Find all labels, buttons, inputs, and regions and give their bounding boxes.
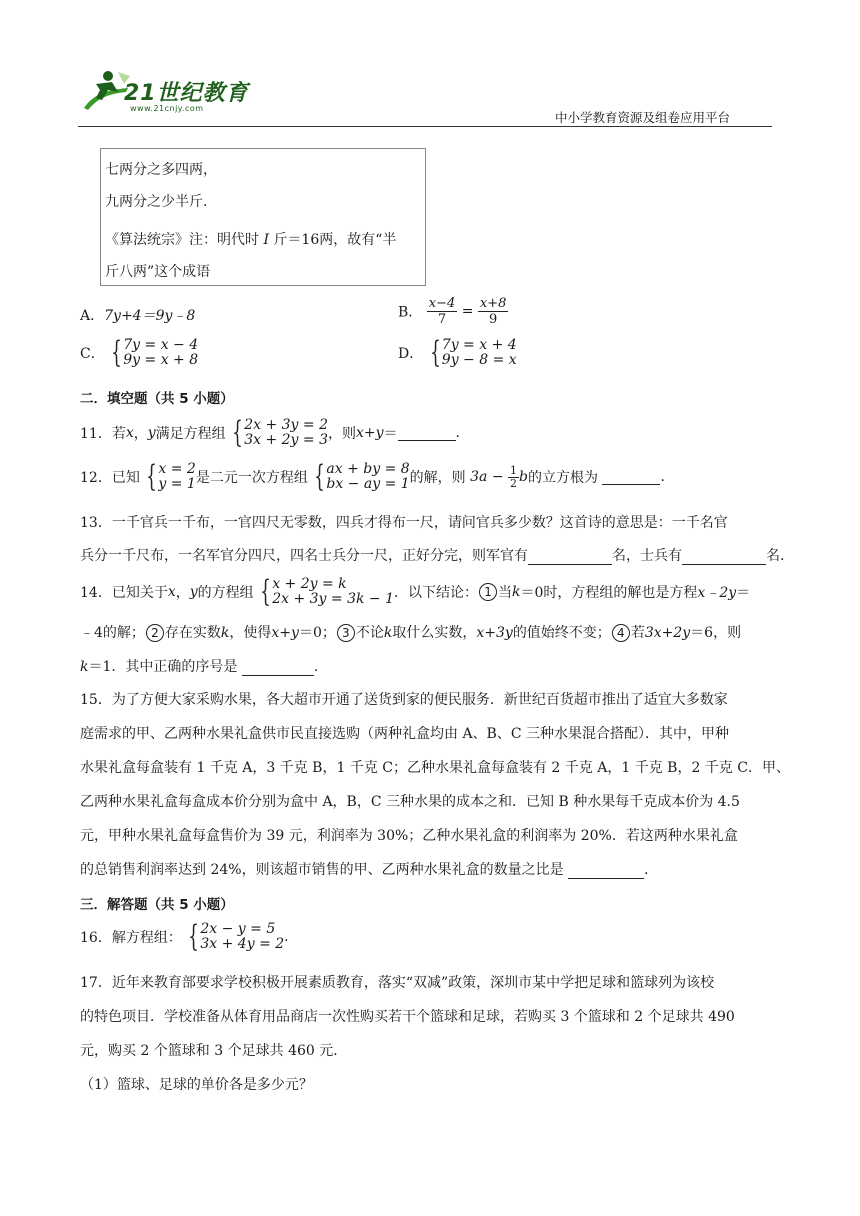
q14-text-e: 的方程组: [197, 585, 254, 601]
q11-text-a: 11．若: [80, 426, 126, 442]
option-d-line-2: 9y − 8 = x: [441, 352, 517, 368]
poem-line-3: [105, 229, 396, 249]
question-17-sub-1: （1）篮球、足球的单价各是多少元？: [80, 1077, 313, 1093]
poem-line-4: 斤八两”这个成语: [105, 264, 211, 280]
question-15-line-2: 庭需求的甲、乙两种水果礼盒供市民直接选购（两种礼盒均由 A、B、C 三种水果混合搭配）．其中，甲种: [80, 726, 730, 742]
q16-eq-1: 2x − y = 5: [200, 921, 276, 937]
q11-expr: x+y: [356, 425, 384, 441]
q15-l6-a: 的总销售利润率达到 24%，则该超市销售的甲、乙两种水果礼盒的数量之比是: [80, 862, 564, 878]
question-17-line-2: 的特色项目．学校准备从体育用品商店一次性购买若干个篮球和足球，若购买 3 个篮球和 2 个足球共 490: [80, 1009, 735, 1025]
q11-eq-2: 3x + 2y = 3: [244, 432, 328, 448]
q11-text-f: ，则: [328, 426, 356, 442]
q12-frac: [508, 465, 519, 490]
option-a-label: A．: [80, 308, 105, 324]
q12-answer-blank[interactable]: [602, 470, 660, 485]
poem-line-2: 九两分之少半斤.: [105, 194, 208, 210]
q12-expr-b: b: [519, 469, 528, 485]
brace-icon: {: [260, 574, 271, 609]
q12-text-g: 的立方根为: [527, 470, 598, 486]
logo: [78, 70, 258, 116]
question-15-line-4: 乙两种水果礼盒每盒成本价分别为盒中 A，B，C 三种水果的成本之和．已知 B 种水果每千克成本价为 4.5: [80, 794, 740, 810]
q13-text-a: 兵分一千尺布，一名军官分四尺，四名士兵分一尺，正好分完，则军官有: [80, 548, 528, 564]
q13-soldier-blank[interactable]: [682, 550, 766, 565]
q12-equation-system: [312, 459, 410, 494]
q14-l3-b: ＝1．其中正确的序号是: [88, 659, 238, 675]
question-12: [80, 459, 665, 494]
q14-l2-e: x+y: [271, 625, 299, 641]
option-b-num-2: x+8: [479, 296, 507, 311]
q14-eq-2: 2x + 3y = 3k − 1: [272, 591, 395, 607]
q14-answer-blank[interactable]: [242, 661, 314, 676]
q14-l2-b: 存在实数: [164, 625, 221, 641]
q14-l2-i: 取什么实数，: [392, 625, 477, 641]
q14-system: [258, 574, 395, 609]
question-17-line-3: 元，购买 2 个篮球和 3 个足球共 460 元．: [80, 1043, 348, 1059]
circled-2-icon: 2: [146, 624, 164, 642]
q14-l2-f: ＝0；: [298, 625, 336, 641]
q12-eq-2: bx − ay = 1: [326, 476, 410, 492]
q14-text-c: ，: [175, 585, 190, 601]
q11-answer-blank[interactable]: [398, 426, 456, 441]
q12-text-c: 的解，则: [409, 470, 466, 486]
q14-text-a: 14．已知关于: [80, 585, 168, 601]
option-b-frac-2: [478, 296, 509, 327]
q11-text-c: ，: [133, 426, 148, 442]
brace-icon: {: [232, 415, 243, 450]
q11-text-e: 满足方程组: [155, 426, 226, 442]
q11-eq-1: 2x + 3y = 2: [244, 417, 328, 433]
q12-solution-system: [144, 459, 196, 494]
brace-icon: {: [429, 335, 441, 370]
question-15-line-6: [80, 859, 648, 879]
q14-text-i: ＝0时，方程组的解也是方程: [520, 585, 698, 601]
q12-expr-a: 3a −: [470, 469, 504, 485]
option-d-line-1: 7y = x + 4: [441, 337, 517, 353]
option-b-frac-1: [427, 296, 458, 327]
q14-l3-k: k: [80, 659, 89, 675]
question-13-line-2: [80, 545, 784, 565]
question-11: [80, 415, 460, 450]
platform-name: 中小学教育资源及组卷应用平台: [555, 110, 731, 125]
q16-system: [186, 919, 285, 954]
q13-officer-blank[interactable]: [528, 550, 612, 565]
poem-box: [100, 148, 426, 286]
q12-text-a: 12．已知: [80, 470, 140, 486]
q12-eq-1: ax + by = 8: [326, 461, 410, 477]
q16-text-a: 16．解方程组：: [80, 930, 182, 946]
option-d-label: D．: [398, 346, 424, 362]
q11-var-y: y: [147, 425, 156, 441]
q12-text-b: 是二元一次方程组: [195, 470, 308, 486]
option-c-line-2: 9y = x + 8: [123, 352, 199, 368]
brace-icon: {: [111, 335, 122, 370]
option-b-den-1: 7: [437, 312, 447, 327]
q11-period: .: [455, 425, 460, 441]
poem-line-3-c: 斤＝16两，故有“半: [273, 232, 397, 248]
option-d: [398, 335, 517, 370]
q11-eq-sign: ＝: [383, 426, 398, 442]
circled-4-icon: 4: [612, 624, 630, 642]
q14-l2-l: 若: [630, 625, 645, 641]
option-b-eq: =: [461, 303, 474, 320]
q13-text-b: 名，士兵有: [612, 548, 682, 564]
q14-eq-sign: ＝: [736, 585, 751, 601]
option-c-label: C．: [80, 346, 105, 362]
poem-line-3-b: I: [263, 232, 269, 248]
q14-l2-a: ﹣4的解；: [80, 625, 145, 641]
q15-answer-blank[interactable]: [568, 864, 644, 879]
question-15-line-3: 水果礼盒每盒装有 1 千克 A，3 千克 B，1 千克 C；乙种水果礼盒每盒装有 2 千克 A，1 千克 B，2 千克 C．甲、: [80, 760, 790, 776]
q12-frac-den: 2: [510, 476, 518, 490]
q14-l2-g: 不论: [355, 625, 384, 641]
section-2-title: 二．填空题（共 5 小题）: [80, 391, 234, 407]
q14-var-x: x: [167, 584, 176, 600]
q12-sol-1: x = 2: [158, 461, 196, 477]
q13-text-c: 名.: [766, 548, 785, 564]
q11-var-x: x: [125, 425, 134, 441]
q14-l2-m: 3x+2y: [644, 625, 691, 641]
poem-line-3-a: 《算法统宗》注：明代时: [105, 232, 259, 248]
option-d-system: [428, 335, 517, 370]
q15-l6-period: .: [644, 862, 649, 878]
option-c-line-1: 7y = x − 4: [123, 337, 199, 353]
option-a-text: 7y+4＝9y﹣8: [104, 308, 196, 324]
q16-eq-2: 3x + 4y = 2: [200, 936, 285, 952]
brace-icon: {: [188, 919, 200, 954]
q14-l2-n: ＝6，则: [690, 625, 742, 641]
question-14-line-2: [80, 622, 741, 642]
logo-main-text: 21世纪教育: [124, 81, 249, 106]
q16-period: .: [284, 929, 289, 945]
question-15-line-1: 15．为了方便大家采购水果，各大超市开通了送货到家的便民服务．新世纪百货超市推出了适宜大多数家: [80, 692, 728, 708]
q14-eq-1: x + 2y = k: [272, 576, 347, 592]
q14-text-f: ．以下结论：: [394, 585, 479, 601]
q12-frac-num: 1: [510, 463, 518, 477]
question-13-line-1: 13．一千官兵一千布，一官四尺无零数，四兵才得布一尺，请问官兵多少数？这首诗的意思是：一千名官: [80, 515, 728, 531]
q14-expr: x﹣2y: [697, 585, 737, 601]
q14-l2-k: k: [220, 625, 230, 641]
header-rule: [78, 126, 772, 127]
q14-var-y: y: [189, 584, 198, 600]
q12-sol-2: y = 1: [158, 476, 196, 492]
q11-system: [230, 415, 328, 450]
q14-l2-k2: k: [383, 625, 393, 641]
poem-line-1: 七两分之多四两，: [105, 162, 217, 178]
question-15-line-5: 元，甲种水果礼盒每盒售价为 39 元，利润率为 30%；乙种水果礼盒的利润率为 20%．若这两种水果礼盒: [80, 828, 738, 844]
q14-l2-d: ，使得: [229, 625, 272, 641]
q14-l2-j: x+3y: [476, 625, 513, 641]
q14-var-k: k: [512, 584, 521, 600]
option-c: [80, 335, 199, 370]
q14-l3-period: .: [313, 659, 319, 675]
option-b-num-1: x−4: [428, 296, 456, 311]
option-a: [80, 305, 195, 325]
question-14-line-3: [80, 656, 318, 676]
question-16: [80, 919, 289, 954]
circled-1-icon: 1: [479, 583, 497, 601]
q14-text-g: 当: [498, 585, 513, 601]
option-c-system: [109, 335, 199, 370]
option-b-label: B．: [398, 304, 423, 321]
logo-url-text: www.21cnjy.com: [130, 104, 204, 113]
circled-3-icon: 3: [337, 624, 355, 642]
option-b-den-2: 9: [489, 312, 498, 327]
option-b: [398, 296, 508, 327]
q12-period: .: [660, 469, 665, 485]
brace-icon: {: [146, 459, 158, 494]
q14-l2-kk: 的值始终不变；: [512, 625, 611, 641]
brace-icon: {: [314, 459, 326, 494]
question-14-line-1: [80, 574, 751, 609]
section-3-title: 三．解答题（共 5 小题）: [80, 897, 234, 913]
question-17-line-1: 17．近年来教育部要求学校积极开展素质教育，落实“双减”政策，深圳市某中学把足球和篮球列为该校: [80, 975, 715, 991]
